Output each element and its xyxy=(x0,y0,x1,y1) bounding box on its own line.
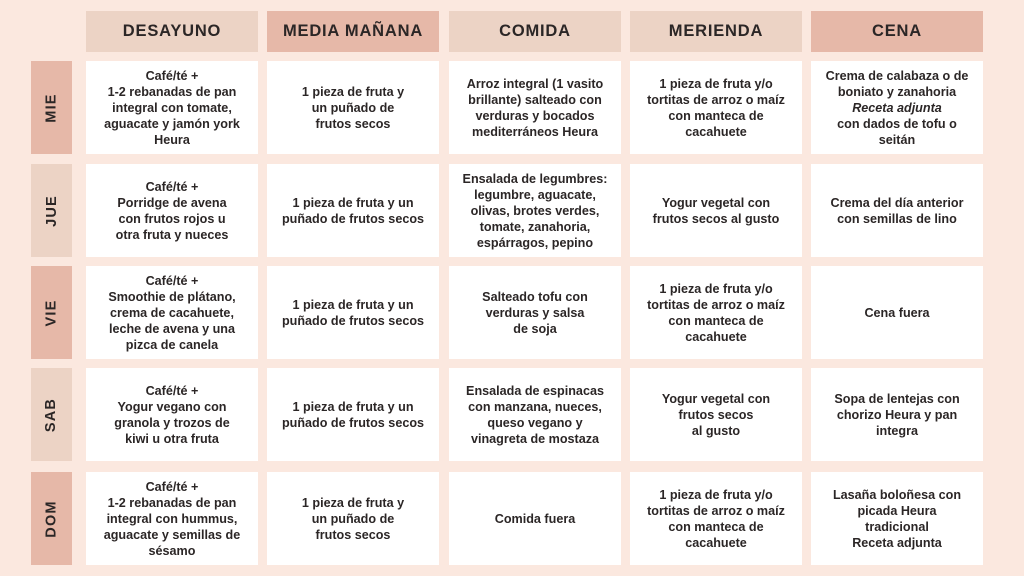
day-label-text: VIE xyxy=(43,299,60,326)
meal-text-line: integra xyxy=(876,423,918,438)
day-label-text: JUE xyxy=(43,194,60,227)
meal-text-line: puñado de frutos secos xyxy=(281,415,425,430)
meal-text-line: espárragos, pepino xyxy=(476,235,594,250)
meal-text-line: frutos secos xyxy=(678,407,754,422)
meal-cell-sab-media-mañana xyxy=(267,368,439,461)
meal-text-line: con frutos rojos u xyxy=(118,211,226,226)
day-label-dom xyxy=(31,472,72,565)
meal-text-line: Arroz integral (1 vasito xyxy=(466,76,604,91)
meal-text-line: aguacate y jamón york xyxy=(104,116,240,131)
meal-cell-mie-media-mañana xyxy=(267,61,439,154)
meal-text-line: Café/té + xyxy=(145,383,199,398)
meal-text-line: integral con hummus, xyxy=(106,511,238,526)
meal-text-line: otra fruta y nueces xyxy=(115,227,229,242)
column-header-media-mañana: MEDIA MAÑANA xyxy=(267,11,439,52)
meal-cell-jue-desayuno xyxy=(86,164,258,257)
meal-text-line: Lasaña boloñesa con xyxy=(832,487,962,502)
meal-text-line: kiwi u otra fruta xyxy=(125,431,219,446)
meal-text-line: 1-2 rebanadas de pan xyxy=(107,495,237,510)
meal-text-line: 1-2 rebanadas de pan xyxy=(107,84,237,99)
meal-text-line: un puñado de xyxy=(311,100,395,115)
day-label-sab xyxy=(31,368,72,461)
meal-text-line: Smoothie de plátano, xyxy=(108,289,236,304)
meal-text-line: granola y trozos de xyxy=(114,415,230,430)
meal-text-line: con manzana, nueces, xyxy=(468,399,602,414)
meal-cell-sab-merienda xyxy=(630,368,802,461)
meal-text-line: puñado de frutos secos xyxy=(281,313,425,328)
day-label-mie xyxy=(31,61,72,154)
meal-text-line: con manteca de xyxy=(668,108,764,123)
meal-cell-dom-media-mañana xyxy=(267,472,439,565)
meal-text-line: un puñado de xyxy=(311,511,395,526)
column-header-comida: COMIDA xyxy=(449,11,621,52)
meal-text-line: integral con tomate, xyxy=(112,100,232,115)
meal-text-line: 1 pieza de fruta y/o xyxy=(659,281,773,296)
meal-cell-vie-cena xyxy=(811,266,983,359)
meal-text-line: picada Heura xyxy=(857,503,937,518)
meal-text-line: con semillas de lino xyxy=(837,211,957,226)
meal-cell-vie-media-mañana xyxy=(267,266,439,359)
day-label-text: DOM xyxy=(43,499,60,538)
meal-cell-vie-comida xyxy=(449,266,621,359)
meal-cell-jue-merienda xyxy=(630,164,802,257)
meal-cell-dom-comida xyxy=(449,472,621,565)
meal-text-line: con manteca de xyxy=(668,519,764,534)
column-header-cena: CENA xyxy=(811,11,983,52)
meal-text-line: sésamo xyxy=(148,543,196,558)
meal-text-line: 1 pieza de fruta y xyxy=(301,495,405,510)
meal-text-line: Café/té + xyxy=(145,179,199,194)
meal-cell-mie-comida xyxy=(449,61,621,154)
meal-text-line: 1 pieza de fruta y un xyxy=(292,297,414,312)
meal-text-line: Receta adjunta xyxy=(852,100,942,115)
meal-text-line: pizca de canela xyxy=(125,337,219,352)
meal-text-line: chorizo Heura y pan xyxy=(836,407,958,422)
meal-text-line: crema de cacahuete, xyxy=(110,305,234,320)
meal-cell-jue-cena xyxy=(811,164,983,257)
meal-text-line: Yogur vegano con xyxy=(117,399,227,414)
meal-text-line: de soja xyxy=(513,321,557,336)
meal-cell-vie-merienda xyxy=(630,266,802,359)
meal-text-line: olivas, brotes verdes, xyxy=(470,203,600,218)
meal-text-line: tortitas de arroz o maíz xyxy=(647,297,785,312)
meal-text-line: Receta adjunta xyxy=(852,535,942,550)
column-header-merienda: MERIENDA xyxy=(630,11,802,52)
meal-text-line: Crema de calabaza o de xyxy=(825,68,969,83)
meal-text-line: boniato y zanahoria xyxy=(837,84,957,99)
meal-text-line: cacahuete xyxy=(685,124,747,139)
meal-cell-dom-desayuno xyxy=(86,472,258,565)
meal-text-line: tomate, zanahoria, xyxy=(479,219,591,234)
meal-text-line: Comida fuera xyxy=(494,511,576,526)
meal-text-line: mediterráneos Heura xyxy=(472,124,598,139)
meal-cell-jue-media-mañana xyxy=(267,164,439,257)
day-label-text: SAB xyxy=(43,397,60,432)
meal-text-line: brillante) salteado con xyxy=(468,92,602,107)
day-label-vie xyxy=(31,266,72,359)
meal-text-line: Crema del día anterior xyxy=(830,195,964,210)
meal-text-line: frutos secos al gusto xyxy=(652,211,780,226)
meal-cell-sab-desayuno xyxy=(86,368,258,461)
meal-text-line: frutos secos xyxy=(315,527,391,542)
meal-text-line: 1 pieza de fruta y xyxy=(301,84,405,99)
meal-text-line: Salteado tofu con xyxy=(482,289,588,304)
meal-text-line: seitán xyxy=(878,132,916,147)
meal-text-line: con manteca de xyxy=(668,313,764,328)
meal-cell-sab-cena xyxy=(811,368,983,461)
meal-text-line: cacahuete xyxy=(685,535,747,550)
meal-text-line: tortitas de arroz o maíz xyxy=(647,503,785,518)
meal-text-line: Yogur vegetal con xyxy=(661,195,771,210)
meal-text-line: frutos secos xyxy=(315,116,391,131)
meal-text-line: Café/té + xyxy=(145,273,199,288)
meal-text-line: 1 pieza de fruta y un xyxy=(292,399,414,414)
meal-text-line: aguacate y semillas de xyxy=(103,527,241,542)
meal-text-line: Sopa de lentejas con xyxy=(834,391,960,406)
meal-cell-sab-comida xyxy=(449,368,621,461)
column-header-desayuno: DESAYUNO xyxy=(86,11,258,52)
meal-text-line: Café/té + xyxy=(145,68,199,83)
meal-text-line: leche de avena y una xyxy=(108,321,235,336)
meal-text-line: con dados de tofu o xyxy=(837,116,957,131)
meal-text-line: tradicional xyxy=(865,519,929,534)
meal-cell-dom-cena xyxy=(811,472,983,565)
meal-text-line: Café/té + xyxy=(145,479,199,494)
day-label-jue xyxy=(31,164,72,257)
meal-text-line: Yogur vegetal con xyxy=(661,391,771,406)
meal-text-line: 1 pieza de fruta y/o xyxy=(659,76,773,91)
meal-text-line: Porridge de avena xyxy=(117,195,227,210)
meal-cell-mie-merienda xyxy=(630,61,802,154)
meal-text-line: verduras y bocados xyxy=(475,108,595,123)
meal-cell-vie-desayuno xyxy=(86,266,258,359)
meal-text-line: puñado de frutos secos xyxy=(281,211,425,226)
meal-cell-dom-merienda xyxy=(630,472,802,565)
meal-cell-jue-comida xyxy=(449,164,621,257)
meal-text-line: verduras y salsa xyxy=(485,305,585,320)
day-label-text: MIE xyxy=(43,92,60,123)
meal-text-line: tortitas de arroz o maíz xyxy=(647,92,785,107)
meal-text-line: cacahuete xyxy=(685,329,747,344)
meal-text-line: Ensalada de espinacas xyxy=(466,383,604,398)
meal-text-line: vinagreta de mostaza xyxy=(470,431,600,446)
meal-cell-mie-desayuno xyxy=(86,61,258,154)
meal-text-line: 1 pieza de fruta y un xyxy=(292,195,414,210)
meal-text-line: Cena fuera xyxy=(864,305,930,320)
meal-text-line: Ensalada de legumbres: xyxy=(462,171,608,186)
meal-text-line: legumbre, aguacate, xyxy=(474,187,596,202)
meal-cell-mie-cena xyxy=(811,61,983,154)
meal-text-line: queso vegano y xyxy=(487,415,583,430)
meal-text-line: Heura xyxy=(154,132,190,147)
meal-text-line: 1 pieza de fruta y/o xyxy=(659,487,773,502)
meal-text-line: al gusto xyxy=(691,423,741,438)
